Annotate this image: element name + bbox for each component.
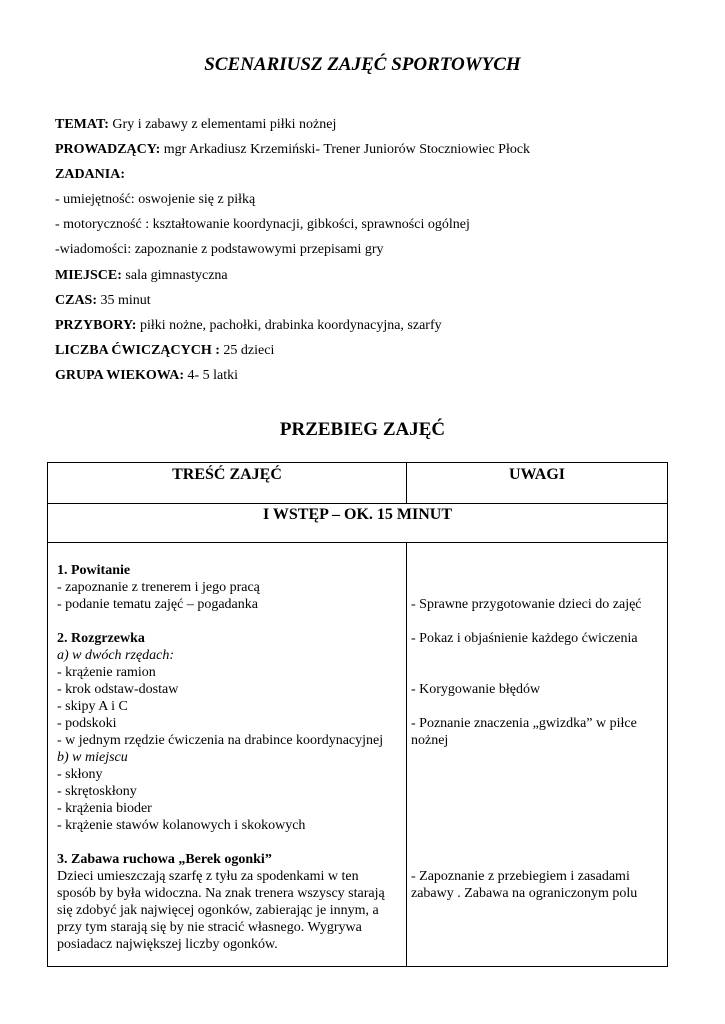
info-czas [55, 293, 695, 309]
section-heading: PRZEBIEG ZAJĘĆ [279, 419, 446, 440]
note-item: - Poznanie znaczenia „gwizdka” w piłce [411, 716, 637, 731]
sub-heading: a) w dwóch rzędach: [57, 648, 175, 663]
zadanie-3: -wiadomości: zapoznanie z podstawowymi przepisami gry [55, 242, 384, 257]
czas-label: CZAS: [55, 293, 98, 308]
paragraph-line: sposób by była widoczna. Na znak trenera wszyscy starają [57, 886, 385, 901]
note-item: - Pokaz i objaśnienie każdego ćwiczenia [411, 631, 638, 646]
item-heading-rozgrzewka: 2. Rozgrzewka [57, 631, 145, 646]
temat-value: Gry i zabawy z elementami piłki nożnej [108, 117, 337, 132]
list-item: - krążenie ramion [57, 665, 156, 680]
sub-heading: b) w miejscu [57, 750, 128, 765]
info-grupa [55, 368, 695, 384]
note-item: - Zapoznanie z przebiegiem i zasadami [411, 869, 630, 884]
paragraph-line: przy tym starają się by nie stracić własnego. Wygrywa [57, 920, 362, 935]
list-item: - podskoki [57, 716, 117, 731]
list-item: - podanie tematu zajęć – pogadanka [57, 597, 258, 612]
temat-label: TEMAT: [55, 117, 109, 132]
list-item: - skłony [57, 767, 103, 782]
note-item: zabawy . Zabawa na ograniczonym polu [411, 886, 638, 901]
info-liczba [55, 343, 695, 359]
list-item: - zapoznanie z trenerem i jego pracą [57, 580, 260, 595]
liczba-value: 25 dzieci [219, 343, 275, 358]
list-item: - krążenia bioder [57, 801, 152, 816]
section-row-title: I WSTĘP – OK. 15 MINUT [262, 506, 453, 523]
info-miejsce [55, 268, 695, 284]
content-column [57, 463, 402, 968]
liczba-label: LICZBA ĆWICZĄCYCH : [55, 343, 220, 358]
info-przybory [55, 318, 695, 334]
zadanie-2: - motoryczność : kształtowanie koordynacji, gibkości, sprawności ogólnej [55, 217, 470, 232]
miejsce-value: sala gimnastyczna [121, 268, 228, 283]
przybory-value: piłki nożne, pachołki, drabinka koordynacyjna, szarfy [136, 318, 442, 333]
list-item: - krążenie stawów kolanowych i skokowych [57, 818, 306, 833]
grupa-label: GRUPA WIEKOWA: [55, 368, 184, 383]
paragraph-line: posiadacz największej liczby ogonków. [57, 937, 278, 952]
prowadzacy-value: mgr Arkadiusz Krzemiński- Trener Juniorów Stoczniowiec Płock [160, 142, 531, 157]
note-item: nożnej [411, 733, 449, 748]
czas-value: 35 minut [97, 293, 151, 308]
zadanie-1: - umiejętność: oswojenie się z piłką [55, 192, 256, 207]
paragraph-line: Dzieci umieszczają szarfę z tyłu za spodenkami w ten [57, 869, 359, 884]
przybory-label: PRZYBORY: [55, 318, 137, 333]
info-temat [55, 117, 695, 133]
document-title: SCENARIUSZ ZAJĘĆ SPORTOWYCH [204, 54, 521, 75]
item-heading-powitanie: 1. Powitanie [57, 563, 131, 578]
prowadzacy-label: PROWADZĄCY: [55, 142, 161, 157]
info-zadania [55, 167, 695, 183]
notes-column [411, 463, 661, 968]
zadania-label: ZADANIA: [55, 167, 125, 182]
note-item: - Korygowanie błędów [411, 682, 541, 697]
list-item: - skipy A i C [57, 699, 128, 714]
info-prowadzacy [55, 142, 695, 158]
miejsce-label: MIEJSCE: [55, 268, 122, 283]
column-header-uwagi: UWAGI [508, 466, 565, 483]
paragraph-line: się zdobyć jak najwięcej ogonków, zabierając je innym, a [57, 903, 379, 918]
lesson-table [47, 462, 668, 967]
list-item: - skrętoskłony [57, 784, 137, 799]
list-item: - krok odstaw-dostaw [57, 682, 179, 697]
note-item: - Sprawne przygotowanie dzieci do zajęć [411, 597, 642, 612]
grupa-value: 4- 5 latki [184, 368, 239, 383]
column-header-tresc: TREŚĆ ZAJĘĆ [172, 466, 282, 483]
list-item: - w jednym rzędzie ćwiczenia na drabince koordynacyjnej [57, 733, 384, 748]
item-heading-zabawa: 3. Zabawa ruchowa „Berek ogonki” [57, 852, 272, 867]
column-divider [406, 542, 407, 967]
